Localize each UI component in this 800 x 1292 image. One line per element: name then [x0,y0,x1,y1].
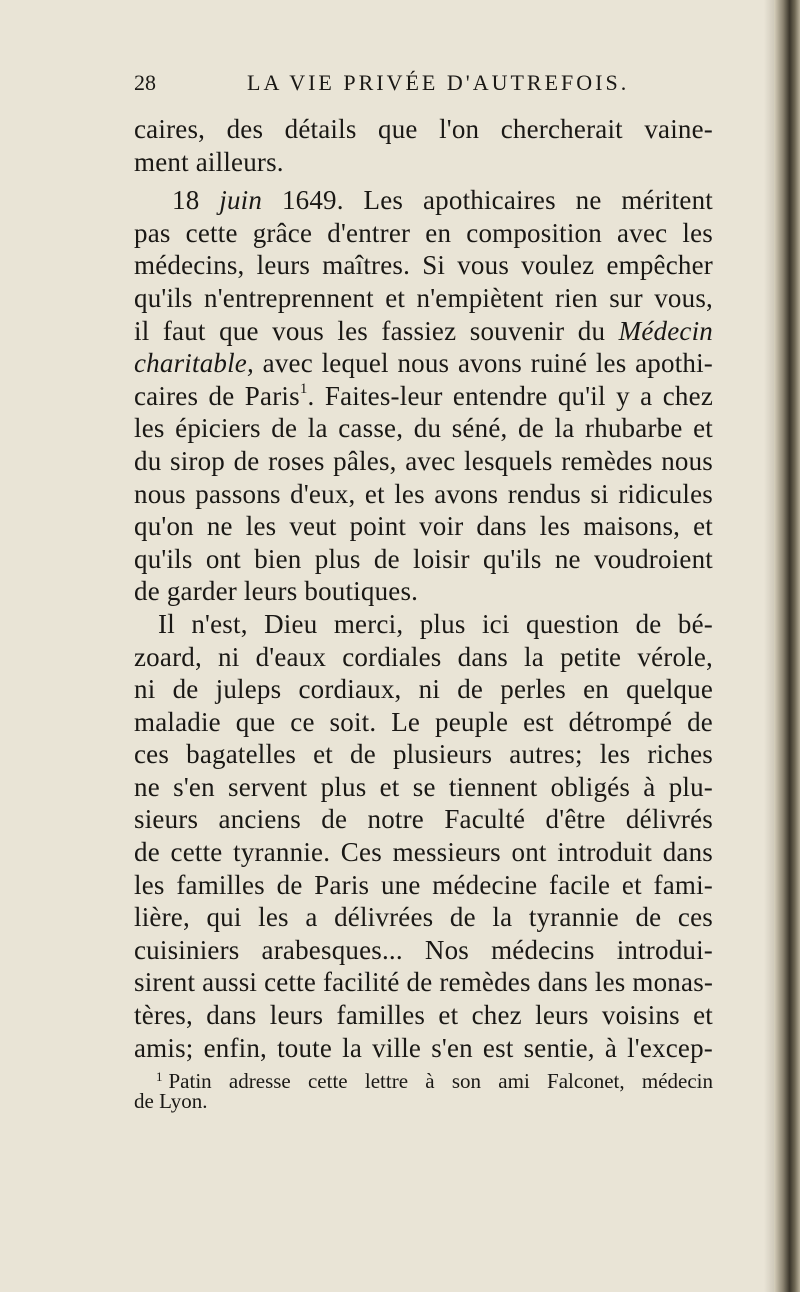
text-line: ne s'en servent plus et se tiennent obligés à plu- [134,771,713,802]
text-line: qu'ils ont bien plus de loisir qu'ils ne voudroient [134,543,713,574]
text-line: de garder leurs boutiques. [134,576,419,607]
text-line: médecins, leurs maîtres. Si vous voulez empêcher [134,250,713,281]
footnote-mark: 1 [156,1069,163,1084]
text-line: qu'ils n'entreprennent et n'empiètent rien sur vous, [134,282,713,313]
text-line: pas cette grâce d'entrer en composition avec les [134,217,713,248]
page-number: 28 [134,70,156,95]
page-gutter-shadow [764,0,774,1292]
text-segment: . Faites-leur entendre qu'il y a chez [307,380,713,411]
date-day: 18 [172,185,200,216]
text-line: qu'on ne les veut point voir dans les maisons, et [134,511,713,542]
text-line: tères, dans leurs familles et chez leurs voisins et [134,1000,713,1031]
text-line: ces bagatelles et de plusieurs autres; les riches [134,739,713,770]
book-title-italic: charitable, [134,348,254,379]
footnote-text: Patin adresse cette lettre à son ami Falconet, médecin [168,1069,713,1093]
text-line: lière, qui les a délivrées de la tyrannie de ces [134,902,713,933]
text-line: cuisiniers arabesques... Nos médecins introdui- [134,934,713,965]
text-line: du sirop de roses pâles, avec lesquels remèdes nous [134,445,713,476]
text-line [134,315,713,348]
footnote [134,1064,713,1114]
text-line: de cette tyrannie. Ces messieurs ont introduit dans [134,837,713,868]
footnote-line: de Lyon. [134,1089,208,1113]
text-line: maladie que ce soit. Le peuple est détrompé de [134,706,713,737]
text-line: caires, des détails que l'on chercherait vaine- [134,114,713,144]
text-segment: avec lequel nous avons ruiné les apothi- [262,348,713,379]
text-line: ni de juleps cordiaux, ni de perles en quelque [134,674,713,705]
text-line: zoard, ni d'eaux cordiales dans la petite vérole, [134,641,713,672]
text-line: sieurs anciens de notre Faculté d'être délivrés [134,804,713,835]
text-line: ment ailleurs. [134,146,284,177]
date-rest: 1649. Les apothicaires ne méritent [281,185,713,216]
footnote-line [134,1064,713,1093]
running-head [134,70,714,100]
text-line: sirent aussi cette facilité de remèdes dans les monas- [134,967,714,998]
running-title: LA VIE PRIVÉE D'AUTREFOIS. [247,70,630,95]
text-segment: il faut que vous les fassiez souvenir du [134,315,606,346]
text-line: les familles de Paris une médecine facile et fami- [134,869,713,900]
body-text [134,113,713,1064]
text-line: amis; enfin, toute la ville s'en est sentie, à l'excep- [134,1032,713,1063]
text-line: les épiciers de la casse, du séné, de la rhubarbe et [134,413,713,444]
book-title-italic: Médecin [618,315,714,346]
date-month: juin [219,185,263,216]
text-line: Il n'est, Dieu merci, plus ici question de bé- [158,608,713,639]
text-line-date [134,184,713,217]
text-line [134,380,713,413]
text-segment: caires de Paris [134,380,300,411]
footnote-reference: 1 [299,380,308,397]
text-line [134,347,713,380]
text-line: nous passons d'eux, et les avons rendus si ridicules [134,478,713,509]
page-edge [774,0,800,1292]
